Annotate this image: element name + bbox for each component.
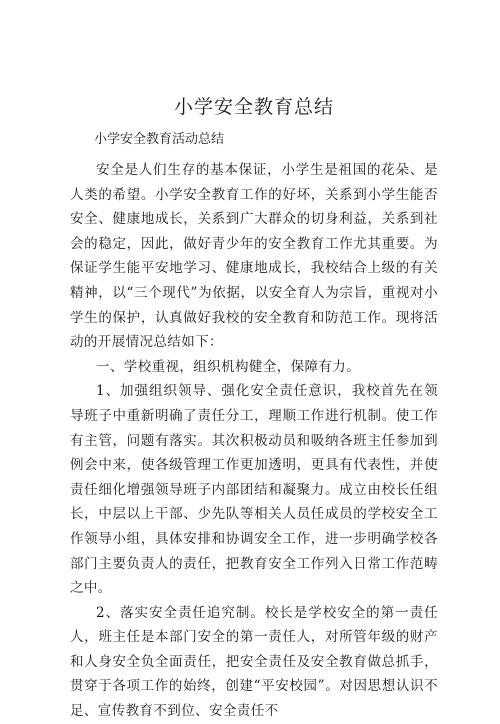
paragraph-responsibility: 2、落实安全责任追究制。校长是学校安全的第一责任人，班主任是本部门安全的第一责任人，对所管年级的财产和人身安全负全面责任，把安全责任及安全教育做总抓手，贯穿于各项工作的始终，创建“平安校园”。对因思想认识不足、宣传教育不到位、安全责任不 [70, 604, 438, 720]
section-heading-1: 一、学校重视，组织机构健全，保障有力。 [96, 358, 361, 375]
paragraph-intro: 安全是人们生存的基本保证，小学生是祖国的花朵、是人类的希望。小学安全教育工作的好坏，关系到小学生能否安全、健康地成长，关系到广大群众的切身利益，关系到社会的稳定，因此，做好青少年的安全教育工作尤其重要。为保证学生能平安地学习、健康地成长，我校结合上级的有关精神，以“三个现代”为依据，以安全育人为宗旨，重视对小学生的保护，认真做好我校的安全教育和防范工作。现将活动的开展情况总结如下： [70, 162, 438, 351]
paragraph-organization: 1、加强组织领导、强化安全责任意识，我校首先在领导班子中重新明确了责任分工，理顺工作进行机制。使工作有主管，问题有落实。其次积极动员和吸纳各班主任参加到例会中来，使各级管理工作更加透明，更具有代表性，并使责任细化增强领导班子内部团结和凝聚力。成立由校长任组长，中层以上干部、少先队等相关人员任成员的学校安全工作领导小组，具体安排和协调安全工作，进一步明确学校各部门主要负责人的责任，把教育安全工作列入日常工作范畴之中。 [70, 383, 438, 597]
document-title: 小学安全教育总结 [173, 96, 334, 118]
document-subtitle: 小学安全教育活动总结 [94, 132, 225, 147]
